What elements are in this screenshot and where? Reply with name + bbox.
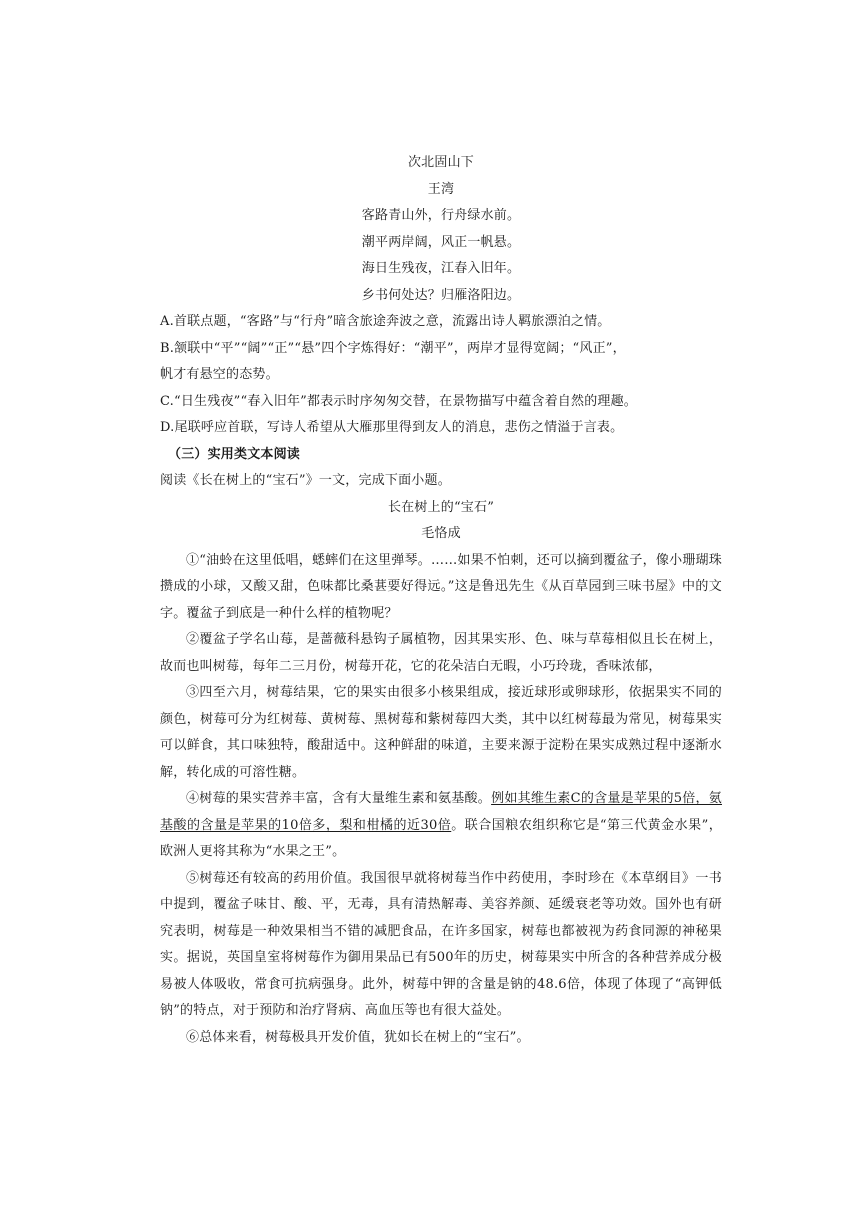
option-b-continuation: 帆才有悬空的态势。 [160, 367, 279, 382]
poem-line: 海日生残夜，江春入旧年。 [361, 261, 521, 276]
article-paragraph-2: ②覆盆子学名山莓，是蔷薇科悬钩子属植物，因其果实形、色、味与草莓相似且长在树上，故而也叫树莓，每年二三月份，树莓开花，它的花朵洁白无暇，小巧玲珑，香味浓郁， [160, 632, 722, 674]
article-paragraph-3: ③四至六月，树莓结果，它的果实由很多小核果组成，接近球形或卵球形，依据果实不同的颜色，树莓可分为红树莓、黄树莓、黑树莓和紫树莓四大类，其中以红树莓最为常见，树莓果实可以鲜食，其口味独特，酸甜适中。这种鲜甜的味道，主要来源于淀粉在果实成熟过程中逐渐水解，转化成的可溶性糖。 [160, 685, 722, 780]
poem-line: 客路青山外，行舟绿水前。 [361, 208, 521, 223]
document-page [160, 150, 722, 1051]
paragraph-4-underlined: 例如其维生素C的含量是苹果的5倍，氨基酸的含量是苹果的10倍多，梨和柑橘的近30倍 [160, 791, 722, 833]
poem-line: 潮平两岸阔，风正一帆悬。 [361, 234, 521, 250]
section-heading: （三）实用类文本阅读 [168, 446, 301, 462]
option-a: A.首联点题，“客路”与“行舟”暗含旅途奔波之意，流露出诗人羁旅漂泊之情。 [160, 314, 611, 329]
reading-instruction: 阅读《长在树上的“宝石”》一文，完成下面小题。 [160, 473, 451, 488]
article-paragraph-4 [160, 786, 722, 866]
poem-title: 次北固山下 [407, 155, 474, 170]
poem-author: 王湾 [427, 181, 455, 197]
article-paragraph-6: ⑥总体来看，树莓极具开发价值，犹如长在树上的“宝石”。 [186, 1029, 530, 1045]
poem-line: 乡书何处达？归雁洛阳边。 [361, 287, 521, 303]
article-paragraph-1: ①“油蛉在这里低唱，蟋蟀们在这里弹琴。……如果不怕刺，还可以摘到覆盆子，像小珊瑚珠攒成的小球，又酸又甜，色味都比桑葚要好得远。”这是鲁迅先生《从百草园到三味书屋》中的文字。覆盆子到底是一种什么样的植物呢？ [160, 552, 722, 621]
article-title: 长在树上的“宝石” [387, 499, 495, 515]
paragraph-4-tail: 。联合国粮农组织称它是“第三代黄金水果”，欧洲人更将其称为“水果之王”。 [160, 817, 722, 859]
article-paragraph-5: ⑤树莓还有较高的药用价值。我国很早就将树莓当作中药使用，李时珍在《本草纲目》一书中提到，覆盆子味甘、酸、平，无毒，具有清热解毒、美容养颜、延缓衰老等功效。国外也有研究表明，树莓是一种效果相当不错的减肥食品，在许多国家，树莓也都被视为药食同源的神秘果实。据说，英国皇室将树莓作为御用果品已有500年的历史，树莓果实中所含的各种营养成分极易被人体吸收，常食可抗病强身。此外，树莓中钾的含量是钠的48.6倍，体现了体现了“高钾低钠”的特点，对于预防和治疗肾病、高血压等也有很大益处。 [160, 870, 722, 1018]
option-d: D.尾联呼应首联，写诗人希望从大雁那里得到友人的消息，悲伤之情溢于言表。 [160, 420, 624, 435]
paragraph-4-lead: ④树莓的果实营养丰富，含有大量维生素和氨基酸。 [186, 791, 492, 806]
article-author: 毛恪成 [421, 526, 461, 541]
option-b: B.颔联中“平”“阔”“正”“悬”四个字炼得好：“潮平”，两岸才显得宽阔；“风正”， [160, 340, 626, 356]
option-c: C.“日生残夜”“春入旧年”都表示时序匆匆交替，在景物描写中蕴含着自然的理趣。 [160, 393, 638, 409]
